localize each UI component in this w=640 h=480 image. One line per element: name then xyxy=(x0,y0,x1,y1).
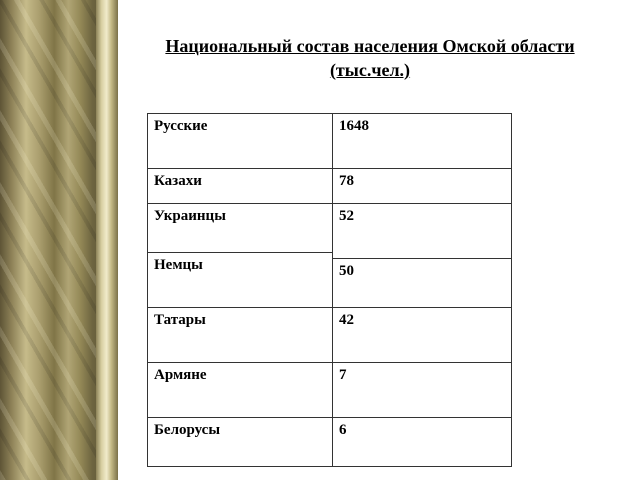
table-cell-value: 42 xyxy=(332,307,512,363)
table-cell-value: 50 xyxy=(332,258,512,308)
table-cell-name: Татары xyxy=(147,307,333,363)
table-cell-value: 1648 xyxy=(332,113,512,169)
table-cell-value: 6 xyxy=(332,417,512,467)
table-cell-value: 78 xyxy=(332,168,512,204)
table-cell-value: 52 xyxy=(332,203,512,259)
table-cell-name: Армяне xyxy=(147,362,333,418)
table-cell-value: 7 xyxy=(332,362,512,418)
table-cell-name: Украинцы xyxy=(147,203,333,253)
table-cell-name: Немцы xyxy=(147,252,333,308)
title-line-1: Национальный состав населения Омской области xyxy=(165,36,575,56)
title-line-2: (тыс.чел.) xyxy=(329,60,411,80)
table-cell-name: Белорусы xyxy=(147,417,333,467)
table-cell-name: Казахи xyxy=(147,168,333,204)
table-cell-name: Русские xyxy=(147,113,333,175)
